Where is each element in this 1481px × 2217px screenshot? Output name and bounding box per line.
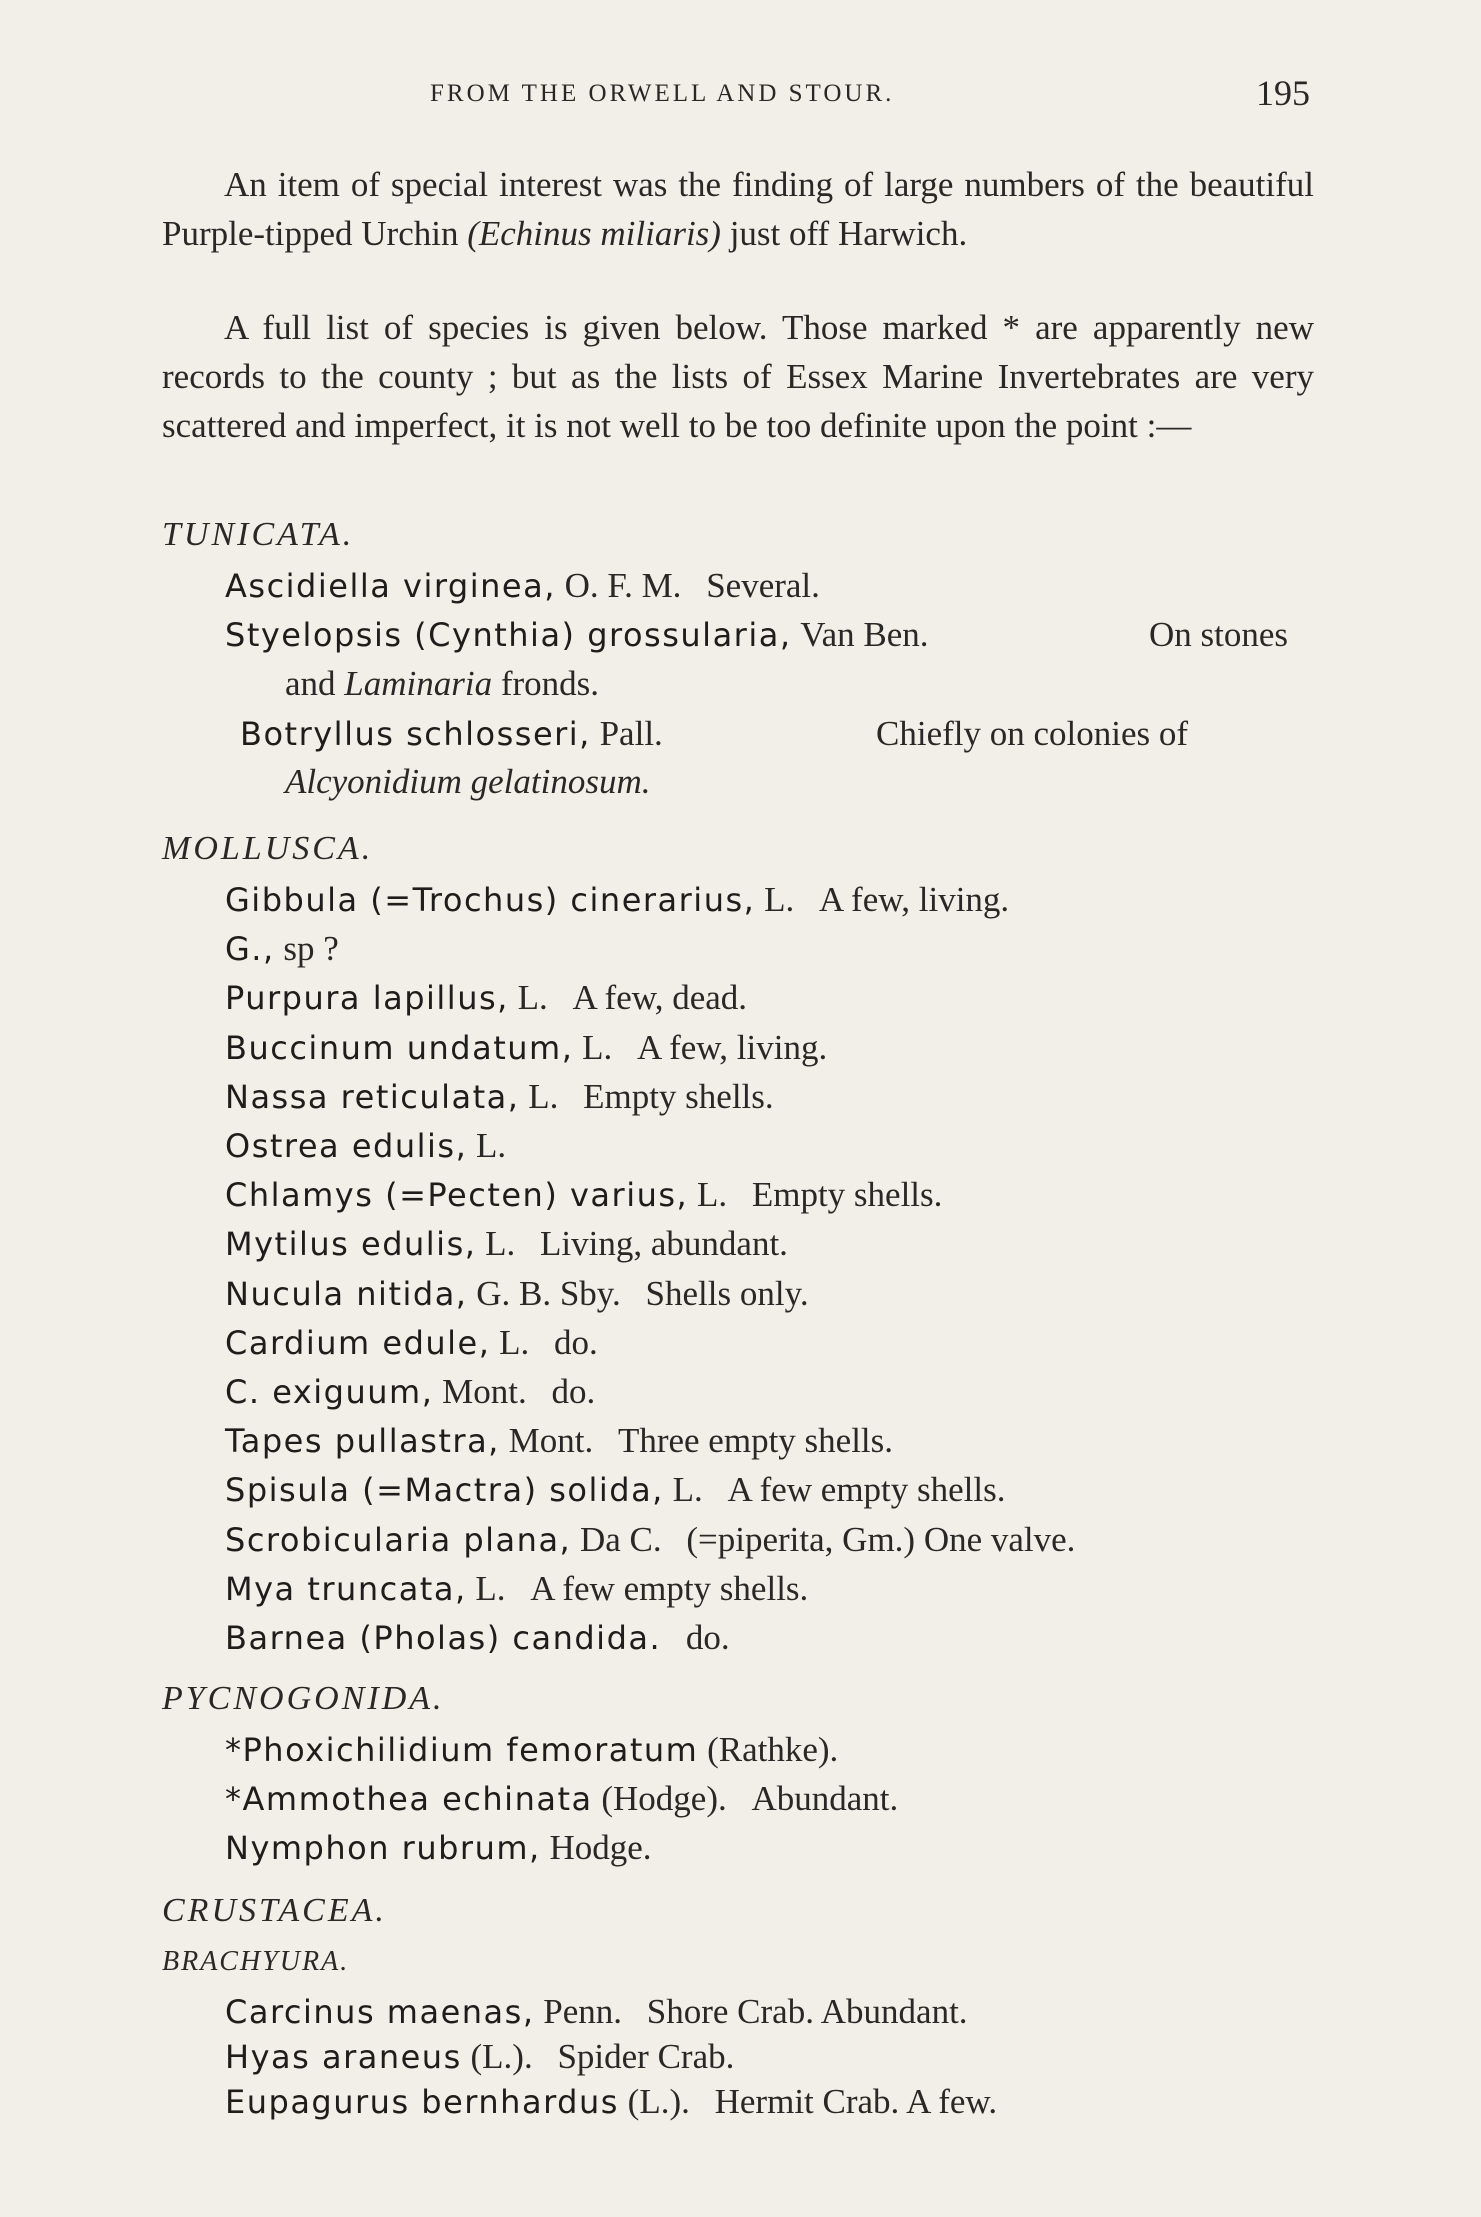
species-entry [225,1828,1315,1868]
species-entry [225,1730,1315,1770]
urchin-latin-name: (Echinus miliaris) [467,214,721,253]
species-name: Chlamys (=Pecten) varius, [225,1176,689,1215]
species-note: On stones [1149,615,1289,654]
note-text: fronds. [492,664,600,703]
species-authority: L. [764,880,795,919]
species-authority: sp ? [283,929,339,969]
species-entry [225,978,1315,1018]
species-name: Styelopsis (Cynthia) grossularia, [225,616,792,654]
species-name: Botryllus schlosseri, [240,715,591,753]
species-name: Nymphon rubrum, [225,1829,541,1867]
species-note: Empty shells. [583,1076,774,1116]
species-entry [225,2082,1315,2122]
species-name: Gibbula (=Trochus) cinerarius, [225,881,756,919]
species-entry [225,1520,1315,1560]
species-note: A few, living. [818,880,1010,919]
species-name: Mya truncata, [225,1569,467,1608]
species-entry [240,714,1330,754]
species-authority: Da C. [579,1519,662,1559]
species-authority: G. B. Sby. [476,1273,621,1313]
species-note: do. [554,1322,598,1362]
species-name: Eupagurus bernhardus [225,2083,619,2121]
species-name: C. exiguum, [225,1373,434,1411]
section-heading-crustacea: CRUSTACEA. [162,1892,387,1929]
species-authority: Hodge. [549,1828,652,1867]
section-heading-pycnogonida: PYCNOGONIDA. [162,1680,445,1717]
species-note: Spider Crab. [557,2037,735,2076]
section-heading-mollusca: MOLLUSCA. [162,830,374,867]
species-note: Several. [706,566,820,605]
species-note-continued [285,664,599,704]
page-header [160,72,1320,122]
species-entry [225,1992,1315,2032]
species-entry [225,566,1315,606]
species-name: Hyas araneus [225,2038,462,2076]
species-authority: Penn. [543,1992,622,2031]
page-number: 195 [1256,73,1310,113]
species-note: A few, living. [637,1027,828,1067]
species-entry [225,1323,1315,1363]
species-name: Mytilus edulis, [225,1225,477,1264]
species-entry [225,1779,1315,1819]
species-authority: Mont. [508,1421,594,1461]
species-note: Shore Crab. Abundant. [646,1992,968,2031]
species-note: Three empty shells. [617,1421,894,1461]
species-authority: L. [485,1224,516,1264]
species-name: Ostrea edulis, [225,1127,468,1165]
species-entry [225,2037,1315,2077]
species-entry [225,1421,1315,1461]
species-name: G., [225,930,275,969]
species-entry [225,929,1315,969]
species-note: Chiefly on colonies of [876,714,1189,753]
species-note: Empty shells. [751,1175,943,1215]
species-name: *Ammothea echinata [225,1780,593,1818]
species-name: *Phoxichilidium femoratum [225,1731,699,1769]
species-name: Nucula nitida, [225,1274,468,1313]
species-authority: L. [475,1126,507,1165]
species-entry [225,1077,1315,1117]
species-authority: (Rathke). [707,1730,839,1769]
species-authority: Van Ben. [800,615,929,654]
species-authority: L. [672,1470,703,1510]
subsection-heading-brachyura: BRACHYURA. [162,1946,350,1977]
species-note: (=piperita, Gm.) One valve. [686,1519,1076,1559]
species-authority: L. [528,1076,559,1116]
species-entry [225,1126,1315,1166]
species-name: Nassa reticulata, [225,1077,520,1116]
running-head: FROM THE ORWELL AND STOUR. [430,80,895,107]
species-note: Hermit Crab. A few. [714,2082,998,2121]
species-name: Tapes pullastra, [225,1422,500,1461]
species-note: Abundant. [751,1779,899,1818]
species-authority: Pall. [599,714,663,753]
species-authority: L. [475,1568,506,1608]
species-name: Barnea (Pholas) candida. [225,1619,662,1657]
species-note: do. [685,1618,730,1657]
species-note: A few, dead. [572,978,748,1018]
species-note: Shells only. [645,1273,809,1313]
intro-paragraph-2: A full list of species is given below. Those marked * are apparently new records to the county ; but as the lists of Essex Marine Invertebrates are very scattered and imperfect, it is not well to be too definite upon the point :— [162,308,1314,445]
species-name: Ascidiella virginea, [225,567,556,605]
species-authority: (L.). [627,2082,690,2121]
species-note: A few empty shells. [530,1568,809,1608]
species-entry [225,880,1315,920]
species-note: Living, abundant. [540,1224,788,1264]
species-authority: O. F. M. [564,566,682,605]
species-entry [225,1618,1315,1658]
species-authority: (L.). [470,2037,533,2076]
species-name: Spisula (=Mactra) solida, [225,1471,664,1510]
species-authority: L. [696,1175,728,1215]
note-text: and [285,664,345,703]
species-entry [225,1470,1315,1510]
species-entry [225,1175,1315,1215]
species-authority: L. [582,1027,613,1067]
species-name: Scrobicularia plana, [225,1520,572,1559]
species-entry [225,1224,1315,1264]
species-entry [225,615,1315,655]
species-name: Purpura lapillus, [225,979,509,1018]
species-note-continued [285,762,651,802]
species-name: Cardium edule, [225,1323,491,1362]
section-heading-tunicata: TUNICATA. [162,516,355,553]
species-note: A few empty shells. [727,1470,1006,1510]
species-authority: (Hodge). [601,1779,727,1818]
species-entry [225,1028,1315,1068]
species-name: Carcinus maenas, [225,1993,535,2031]
species-note: do. [551,1372,596,1411]
intro-text: An item of special interest was the finding of large numbers of the beautiful Purple-tipped Urchin [162,165,1314,253]
note-italic: Alcyonidium gelatinosum. [285,762,651,801]
species-authority: Mont. [442,1372,527,1411]
note-italic: Laminaria [344,664,493,703]
intro-text-end: just off Harwich. [720,214,968,253]
species-entry [225,1569,1315,1609]
species-authority: L. [499,1322,530,1362]
species-entry [225,1274,1315,1314]
species-authority: L. [517,978,548,1018]
species-name: Buccinum undatum, [225,1028,574,1067]
intro-paragraph-1 [162,160,1314,258]
species-entry [225,1372,1315,1412]
